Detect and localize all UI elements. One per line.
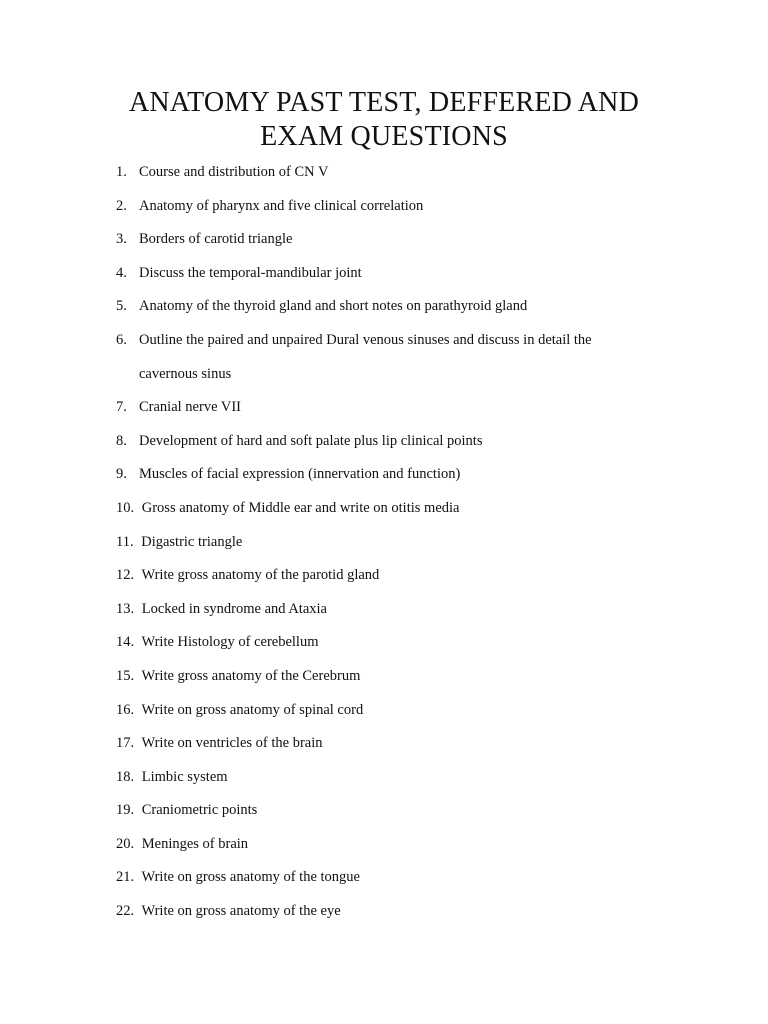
question-text: Development of hard and soft palate plus lip clinical points — [139, 432, 483, 449]
question-item — [116, 497, 676, 519]
question-item — [116, 228, 676, 250]
question-item — [116, 295, 676, 317]
question-number: 7. — [116, 399, 127, 416]
question-text: Discuss the temporal-mandibular joint — [139, 264, 362, 281]
question-text: Gross anatomy of Middle ear and write on otitis media — [141, 499, 460, 516]
question-item — [116, 463, 676, 485]
question-item — [116, 262, 676, 284]
question-item — [116, 732, 676, 754]
question-number: 21. — [116, 869, 135, 886]
question-number: 8. — [116, 432, 127, 449]
question-number: 9. — [116, 466, 127, 483]
question-text: Write on gross anatomy of the eye — [141, 903, 341, 920]
page-title-line-2: EXAM QUESTIONS — [260, 121, 508, 152]
question-item — [116, 430, 676, 452]
question-text: Write on gross anatomy of spinal cord — [141, 701, 364, 718]
question-text: Write on ventricles of the brain — [141, 735, 323, 752]
question-text: Meninges of brain — [141, 835, 249, 852]
question-number: 12. — [116, 567, 135, 584]
question-number: 6. — [116, 331, 127, 348]
question-text: Write Histology of cerebellum — [141, 634, 319, 651]
question-item — [116, 900, 676, 922]
question-number: 18. — [116, 768, 135, 785]
question-number: 1. — [116, 164, 127, 180]
question-number: 20. — [116, 835, 135, 852]
question-number: 17. — [116, 735, 135, 752]
question-item — [116, 866, 676, 888]
question-text: Course and distribution of CN V — [139, 164, 329, 180]
question-number: 3. — [116, 231, 127, 248]
question-text: Write on gross anatomy of the tongue — [141, 869, 360, 886]
question-text: Craniometric points — [141, 802, 258, 819]
question-item — [116, 195, 676, 217]
question-text: Anatomy of pharynx and five clinical correlation — [139, 197, 424, 214]
question-list — [116, 161, 676, 934]
question-item — [116, 396, 676, 418]
question-number: 14. — [116, 634, 135, 651]
question-number: 16. — [116, 701, 135, 718]
question-text: Locked in syndrome and Ataxia — [141, 600, 327, 617]
question-text-continued: cavernous sinus — [139, 365, 232, 382]
question-number: 2. — [116, 197, 127, 214]
question-item — [116, 631, 676, 653]
question-text: Outline the paired and unpaired Dural venous sinuses and discuss in detail the — [139, 331, 592, 348]
question-item — [116, 699, 676, 721]
question-number: 5. — [116, 298, 127, 315]
question-text: Digastric triangle — [141, 533, 243, 550]
question-text: Write gross anatomy of the Cerebrum — [141, 667, 361, 684]
question-text: Muscles of facial expression (innervation and function) — [139, 466, 461, 483]
question-text: Borders of carotid triangle — [139, 231, 293, 248]
question-item — [116, 833, 676, 855]
question-number: 4. — [116, 264, 127, 281]
question-item — [116, 161, 676, 183]
question-number: 19. — [116, 802, 135, 819]
question-item — [116, 665, 676, 687]
question-text: Limbic system — [141, 768, 228, 785]
question-text: Write gross anatomy of the parotid gland — [141, 567, 380, 584]
question-item — [116, 329, 676, 385]
question-text: Anatomy of the thyroid gland and short notes on parathyroid gland — [139, 298, 528, 315]
question-number: 13. — [116, 600, 135, 617]
question-number: 22. — [116, 903, 135, 920]
page-title-line-1: ANATOMY PAST TEST, DEFFERED AND — [128, 87, 640, 118]
question-item — [116, 598, 676, 620]
question-item — [116, 799, 676, 821]
page-title — [96, 86, 672, 154]
question-item — [116, 564, 676, 586]
question-number: 11. — [116, 533, 134, 550]
question-text: Cranial nerve VII — [139, 399, 241, 416]
question-number: 10. — [116, 499, 135, 516]
question-item — [116, 766, 676, 788]
question-item — [116, 531, 676, 553]
question-number: 15. — [116, 667, 135, 684]
